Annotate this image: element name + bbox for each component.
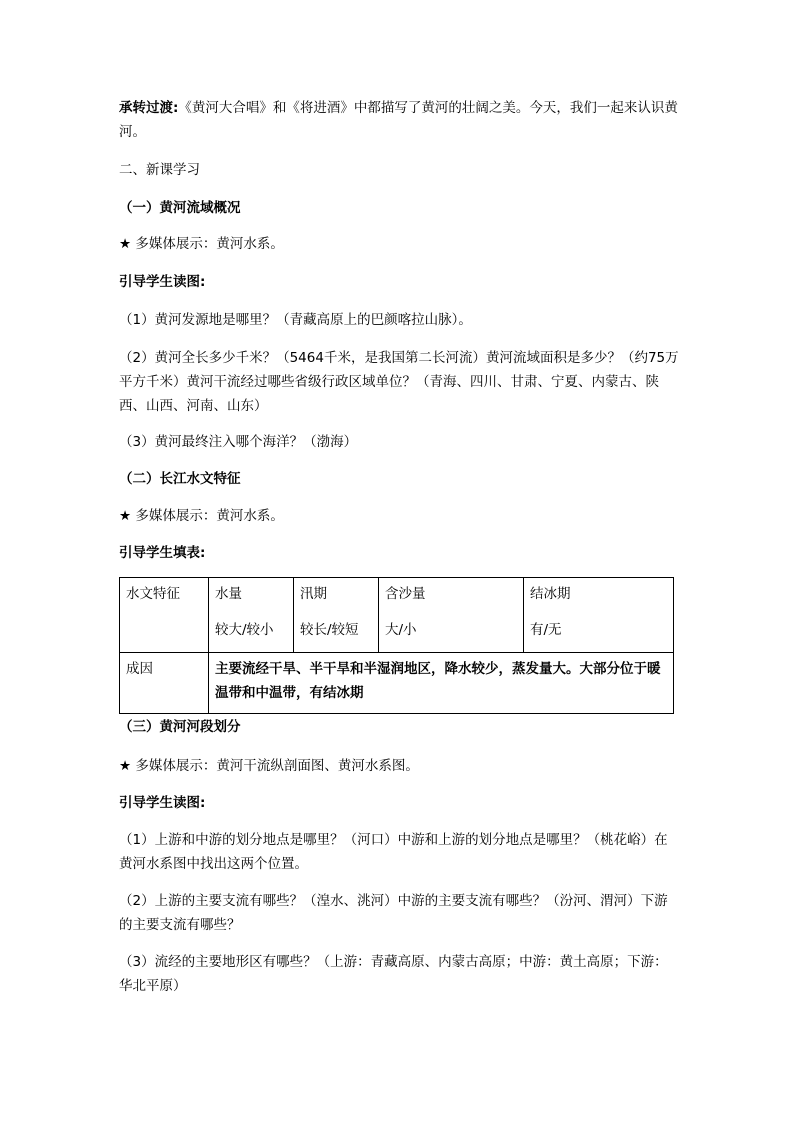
- part3-guide: 引导学生读图:: [119, 795, 206, 811]
- table-cell-sediment: 含沙量 大/小: [379, 578, 524, 653]
- table-cell-ice-period: 结冰期 有/无: [524, 578, 674, 653]
- part1-media: ★ 多媒体展示：黄河水系。: [119, 236, 284, 252]
- part3-question-2: （2）上游的主要支流有哪些？（湟水、洮河）中游的主要支流有哪些？（汾河、渭河）下游的主要支流有哪些？: [119, 893, 668, 933]
- part2-guide: 引导学生填表:: [119, 545, 206, 561]
- part1-question-1: （1）黄河发源地是哪里？（青藏高原上的巴颜喀拉山脉）。: [119, 312, 472, 328]
- table-cell-causes: 主要流经干旱、半干旱和半湿润地区，降水较少，蒸发量大。大部分位于暖温带和中温带，有结冰期: [209, 653, 674, 714]
- hydrology-table: [119, 577, 674, 714]
- transition-text: 《黄河大合唱》和《将进酒》中都描写了黄河的壮阔之美。今天，我们一起来认识黄河。: [119, 100, 678, 140]
- transition-paragraph: [119, 96, 679, 144]
- part3-question-1: （1）上游和中游的划分地点是哪里？（河口）中游和上游的划分地点是哪里？（桃花峪）在黄河水系图中找出这两个位置。: [119, 832, 668, 872]
- part2-title: （二）长江水文特征: [119, 471, 241, 487]
- part3-title: （三）黄河河段划分: [119, 719, 241, 735]
- table-header-cell: 水文特征: [120, 578, 209, 653]
- part2-media: ★ 多媒体展示：黄河水系。: [119, 508, 284, 524]
- table-row: [120, 653, 674, 714]
- section-title: 二、新课学习: [119, 162, 200, 178]
- part1-question-3: （3）黄河最终注入哪个海洋？（渤海）: [119, 434, 358, 450]
- part1-guide: 引导学生读图:: [119, 274, 206, 290]
- table-cell-flood-season: 汛期 较长/较短: [294, 578, 379, 653]
- part1-question-2: （2）黄河全长多少千米？（5464千米，是我国第二长河流）黄河流域面积是多少？（约75万平方千米）黄河干流经过哪些省级行政区域单位？（青海、四川、甘肃、宁夏、内蒙古、陕西、山西、河南、山东）: [119, 350, 679, 414]
- table-cell-water-volume: 水量 较大/较小: [209, 578, 294, 653]
- transition-label: 承转过渡:: [119, 100, 179, 116]
- part3-media: ★ 多媒体展示：黄河干流纵剖面图、黄河水系图。: [119, 758, 419, 774]
- table-header-cell: 成因: [120, 653, 209, 714]
- part3-question-3: （3）流经的主要地形区有哪些？（上游：青藏高原、内蒙古高原；中游：黄土高原；下游：华北平原）: [119, 954, 668, 994]
- part1-title: （一）黄河流域概况: [119, 200, 241, 216]
- table-row: [120, 578, 674, 653]
